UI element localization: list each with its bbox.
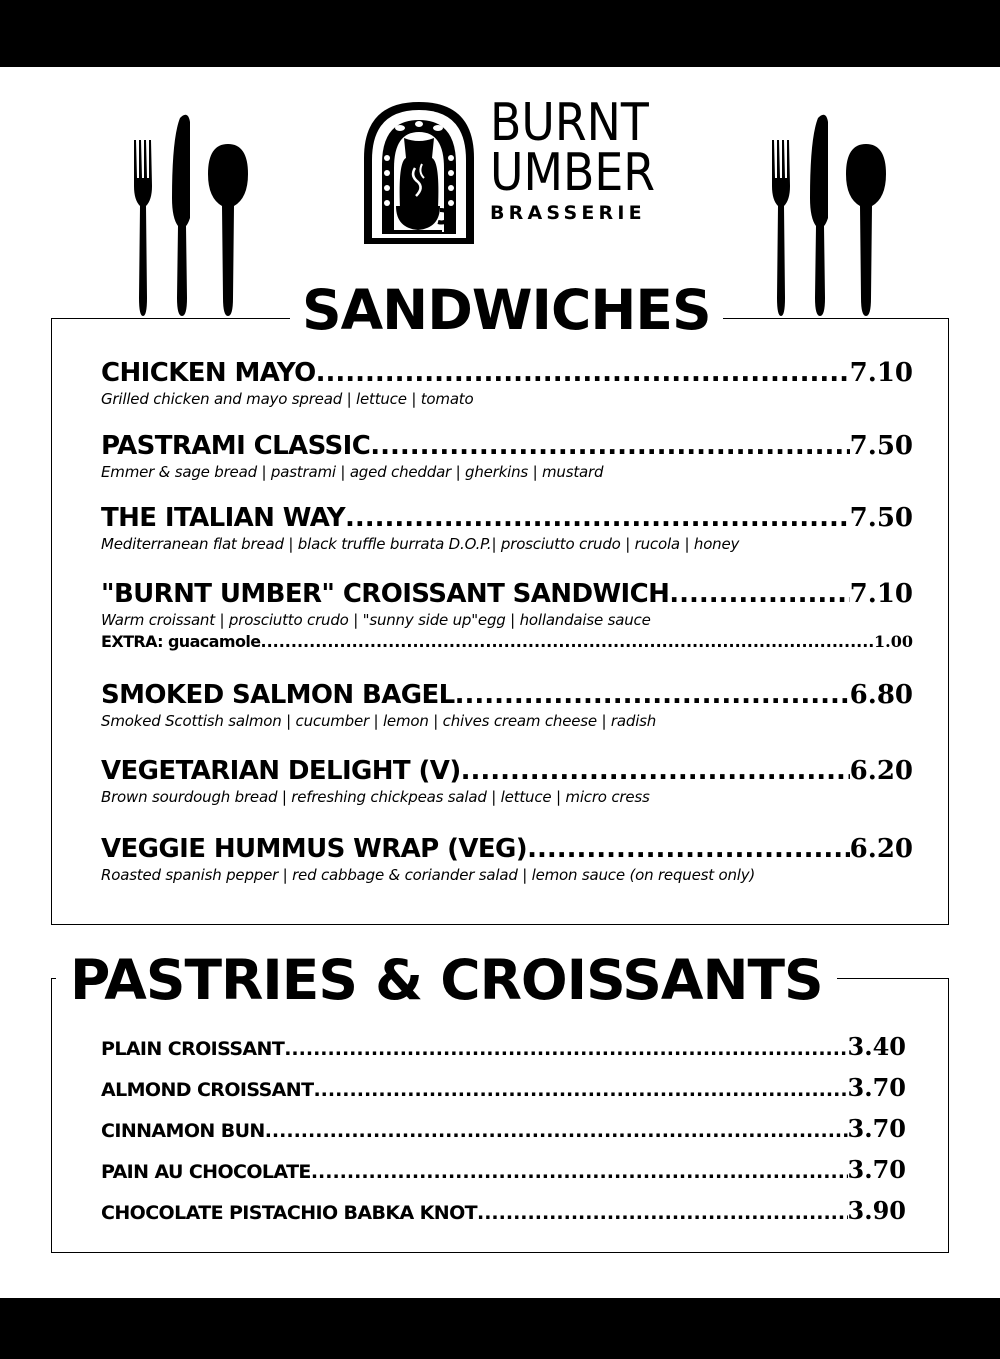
- arch-coffee-cup-logo: [360, 98, 478, 246]
- item-name: PASTRAMI CLASSIC: [101, 431, 371, 461]
- pastries-title: PASTRIES & CROISSANTS: [56, 948, 837, 1012]
- leader-dots: [370, 431, 849, 461]
- item-name: PAIN AU CHOCOLATE: [101, 1161, 311, 1183]
- item-description: Warm croissant | prosciutto crudo | "sunny side up"egg | hollandaise sauce: [101, 611, 651, 629]
- menu-item: [101, 358, 913, 408]
- brand-line-2: UMBER: [490, 143, 656, 203]
- cutlery-icon: [128, 108, 248, 320]
- extra-price: 1.00: [874, 632, 913, 651]
- item-name: CINNAMON BUN: [101, 1120, 265, 1142]
- extra-name: EXTRA: guacamole: [101, 632, 261, 651]
- menu-item: [101, 1073, 906, 1102]
- item-name: THE ITALIAN WAY: [101, 503, 345, 533]
- item-price: 6.80: [849, 680, 913, 710]
- item-price: 6.20: [849, 834, 913, 864]
- item-name: PLAIN CROISSANT: [101, 1038, 285, 1060]
- item-name: VEGETARIAN DELIGHT (V): [101, 756, 461, 786]
- menu-item: [101, 1155, 906, 1184]
- menu-item: [101, 834, 913, 884]
- sandwiches-title: SANDWICHES: [290, 278, 723, 342]
- leader-dots: [284, 1038, 847, 1060]
- item-price: 3.90: [847, 1196, 906, 1225]
- item-price: 6.20: [849, 756, 913, 786]
- item-description: Emmer & sage bread | pastrami | aged cheddar | gherkins | mustard: [101, 463, 604, 481]
- item-description: Brown sourdough bread | refreshing chickpeas salad | lettuce | micro cress: [101, 788, 650, 806]
- leader-dots: [316, 358, 850, 388]
- item-price: 3.70: [847, 1155, 906, 1184]
- menu-item: [101, 431, 913, 481]
- item-description: Roasted spanish pepper | red cabbage & coriander salad | lemon sauce (on request only): [101, 866, 756, 884]
- menu-item: [101, 579, 913, 651]
- item-name: "BURNT UMBER" CROISSANT SANDWICH: [101, 579, 670, 609]
- leader-dots: [461, 756, 850, 786]
- item-name: SMOKED SALMON BAGEL: [101, 680, 455, 710]
- item-description: Smoked Scottish salmon | cucumber | lemon | chives cream cheese | radish: [101, 712, 657, 730]
- item-price: 7.10: [849, 579, 913, 609]
- leader-dots: [455, 680, 850, 710]
- item-price: 3.70: [847, 1114, 906, 1143]
- leader-dots: [265, 1120, 848, 1142]
- menu-item: [101, 680, 913, 730]
- leader-dots: [311, 1161, 848, 1183]
- menu-item: [101, 503, 913, 553]
- menu-item: [101, 1032, 906, 1061]
- leader-dots: [260, 632, 874, 651]
- bottom-black-bar: [0, 1298, 1000, 1359]
- item-price: 7.50: [849, 503, 913, 533]
- leader-dots: [313, 1079, 847, 1101]
- item-price: 3.40: [847, 1032, 906, 1061]
- leader-dots: [477, 1202, 848, 1224]
- item-description: Mediterranean flat bread | black truffle burrata D.O.P.| prosciutto crudo | rucola | honey: [101, 535, 740, 553]
- item-price: 3.70: [847, 1073, 906, 1102]
- menu-item: [101, 756, 913, 806]
- item-name: VEGGIE HUMMUS WRAP (VEG): [101, 834, 528, 864]
- brand-name: [490, 93, 665, 224]
- item-name: ALMOND CROISSANT: [101, 1079, 314, 1101]
- top-black-bar: [0, 0, 1000, 67]
- brand-line-3: BRASSERIE: [490, 202, 646, 224]
- item-name: CHICKEN MAYO: [101, 358, 316, 388]
- item-name: CHOCOLATE PISTACHIO BABKA KNOT: [101, 1202, 477, 1224]
- leader-dots: [345, 503, 850, 533]
- leader-dots: [527, 834, 850, 864]
- cutlery-icon: [766, 108, 886, 320]
- menu-item: [101, 1196, 906, 1225]
- item-price: 7.10: [849, 358, 913, 388]
- brand-line-1: BURNT: [490, 93, 649, 153]
- item-description: Grilled chicken and mayo spread | lettuce | tomato: [101, 390, 474, 408]
- leader-dots: [669, 579, 849, 609]
- menu-item: [101, 1114, 906, 1143]
- item-price: 7.50: [849, 431, 913, 461]
